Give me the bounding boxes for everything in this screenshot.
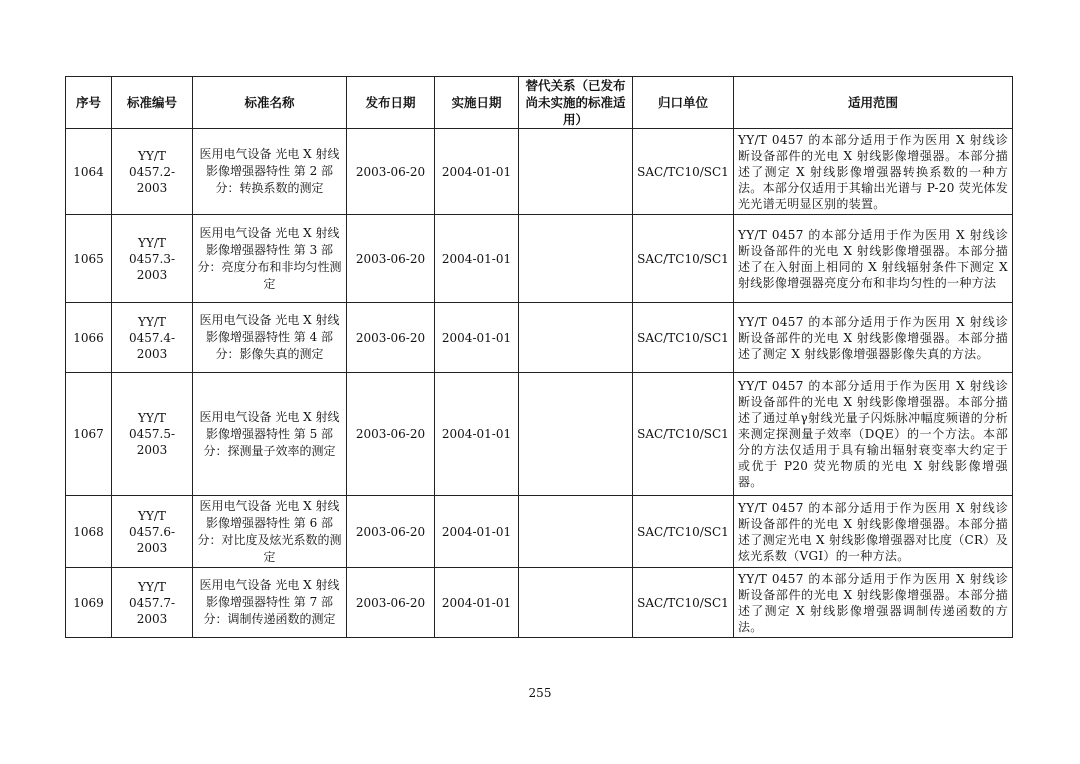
- cell-publish-date: 2003-06-20: [347, 568, 435, 638]
- cell-name: 医用电气设备 光电 X 射线影像增强器特性 第 3 部分：亮度分布和非均匀性测定: [193, 215, 347, 303]
- cell-replace: [519, 129, 633, 215]
- cell-seq: 1068: [66, 496, 112, 568]
- cell-name: 医用电气设备 光电 X 射线影像增强器特性 第 5 部分：探测量子效率的测定: [193, 373, 347, 496]
- cell-code: YY/T 0457.7-2003: [112, 568, 193, 638]
- header-name: 标准名称: [193, 77, 347, 129]
- cell-publish-date: 2003-06-20: [347, 303, 435, 373]
- cell-code: YY/T 0457.2-2003: [112, 129, 193, 215]
- table-row: [66, 215, 1013, 303]
- cell-seq: 1067: [66, 373, 112, 496]
- cell-code: YY/T 0457.5-2003: [112, 373, 193, 496]
- table-row: [66, 496, 1013, 568]
- cell-replace: [519, 215, 633, 303]
- cell-unit: SAC/TC10/SC1: [633, 496, 734, 568]
- cell-scope: YY/T 0457 的本部分适用于作为医用 X 射线诊断设备部件的光电 X 射线影像增强器。本部分描述了测定 X 射线影像增强器影像失真的方法。: [734, 303, 1013, 373]
- cell-replace: [519, 303, 633, 373]
- cell-seq: 1066: [66, 303, 112, 373]
- cell-implement-date: 2004-01-01: [435, 373, 519, 496]
- cell-unit: SAC/TC10/SC1: [633, 568, 734, 638]
- header-code: 标准编号: [112, 77, 193, 129]
- cell-scope: YY/T 0457 的本部分适用于作为医用 X 射线诊断设备部件的光电 X 射线影像增强器。本部分描述了在入射面上相同的 X 射线辐射条件下测定 X 射线影像增强器亮度分布和非均匀性的一种方法: [734, 215, 1013, 303]
- page-number: 255: [528, 686, 552, 700]
- cell-scope: YY/T 0457 的本部分适用于作为医用 X 射线诊断设备部件的光电 X 射线影像增强器。本部分描述了测定 X 射线影像增强器调制传递函数的方法。: [734, 568, 1013, 638]
- cell-replace: [519, 568, 633, 638]
- cell-implement-date: 2004-01-01: [435, 303, 519, 373]
- table-row: [66, 303, 1013, 373]
- cell-name: 医用电气设备 光电 X 射线影像增强器特性 第 7 部分：调制传递函数的测定: [193, 568, 347, 638]
- cell-publish-date: 2003-06-20: [347, 496, 435, 568]
- cell-code: YY/T 0457.6-2003: [112, 496, 193, 568]
- cell-publish-date: 2003-06-20: [347, 215, 435, 303]
- cell-implement-date: 2004-01-01: [435, 129, 519, 215]
- cell-seq: 1064: [66, 129, 112, 215]
- cell-code: YY/T 0457.4-2003: [112, 303, 193, 373]
- cell-unit: SAC/TC10/SC1: [633, 303, 734, 373]
- cell-seq: 1065: [66, 215, 112, 303]
- cell-unit: SAC/TC10/SC1: [633, 215, 734, 303]
- header-publish-date: 发布日期: [347, 77, 435, 129]
- cell-name: 医用电气设备 光电 X 射线影像增强器特性 第 4 部分：影像失真的测定: [193, 303, 347, 373]
- cell-unit: SAC/TC10/SC1: [633, 373, 734, 496]
- header-implement-date: 实施日期: [435, 77, 519, 129]
- cell-replace: [519, 373, 633, 496]
- cell-scope: YY/T 0457 的本部分适用于作为医用 X 射线诊断设备部件的光电 X 射线影像增强器。本部分描述了测定光电 X 射线影像增强器对比度（CR）及炫光系数（VGI）的一种方法。: [734, 496, 1013, 568]
- table-row: [66, 373, 1013, 496]
- header-replace: 替代关系（已发布尚未实施的标准适用）: [519, 77, 633, 129]
- table-row: [66, 568, 1013, 638]
- standards-table: [65, 76, 1013, 638]
- header-unit: 归口单位: [633, 77, 734, 129]
- cell-scope: YY/T 0457 的本部分适用于作为医用 X 射线诊断设备部件的光电 X 射线影像增强器。本部分描述了测定 X 射线影像增强器转换系数的一种方法。本部分仅适用于其输出光谱与 P-20 荧光体发光光谱无明显区别的装置。: [734, 129, 1013, 215]
- cell-replace: [519, 496, 633, 568]
- cell-implement-date: 2004-01-01: [435, 496, 519, 568]
- cell-seq: 1069: [66, 568, 112, 638]
- header-row: [66, 77, 1013, 129]
- cell-implement-date: 2004-01-01: [435, 215, 519, 303]
- cell-scope: YY/T 0457 的本部分适用于作为医用 X 射线诊断设备部件的光电 X 射线影像增强器。本部分描述了通过单γ射线光量子闪烁脉冲幅度频谱的分析来测定探测量子效率（DQE）的一个方法。本部分的方法仅适用于具有输出辐射衰变率大约定于或优于 P20 荧光物质的光电 X 射线影像增强器。: [734, 373, 1013, 496]
- cell-unit: SAC/TC10/SC1: [633, 129, 734, 215]
- cell-publish-date: 2003-06-20: [347, 129, 435, 215]
- table-row: [66, 129, 1013, 215]
- cell-name: 医用电气设备 光电 X 射线影像增强器特性 第 6 部分：对比度及炫光系数的测定: [193, 496, 347, 568]
- cell-code: YY/T 0457.3-2003: [112, 215, 193, 303]
- header-scope: 适用范围: [734, 77, 1013, 129]
- cell-publish-date: 2003-06-20: [347, 373, 435, 496]
- cell-implement-date: 2004-01-01: [435, 568, 519, 638]
- cell-name: 医用电气设备 光电 X 射线影像增强器特性 第 2 部分：转换系数的测定: [193, 129, 347, 215]
- header-seq: 序号: [66, 77, 112, 129]
